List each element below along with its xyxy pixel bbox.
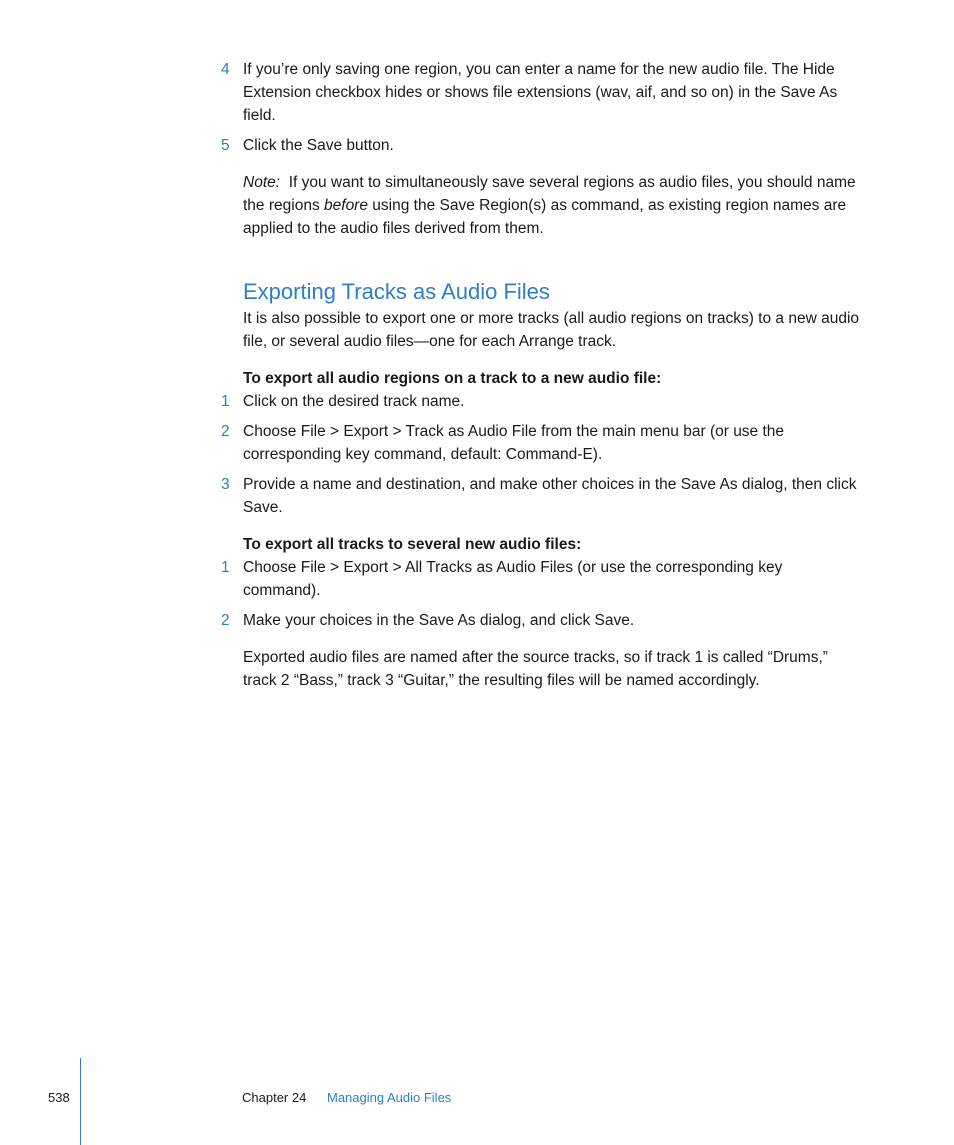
note-label: Note: xyxy=(243,174,281,191)
closing-paragraph: Exported audio files are named after the source tracks, so if track 1 is called “Drums,” track 2 “Bass,” track 3 “Guitar,” the resulting files will be named accordingly. xyxy=(243,649,828,689)
section-intro: It is also possible to export one or more tracks (all audio regions on tracks) to a new audio file, or several audio files—one for each Arrange track. xyxy=(243,310,860,350)
note-paragraph xyxy=(243,171,863,240)
step-text: Make your choices in the Save As dialog, and click Save. xyxy=(243,612,635,629)
step-text: Choose File > Export > Track as Audio File from the main menu bar (or use the corresponding key command, default: Command-E). xyxy=(243,423,785,463)
page-number: 538 xyxy=(48,1090,70,1105)
footer-divider xyxy=(80,1058,81,1145)
footer-chapter-label: Chapter 24 xyxy=(242,1090,307,1105)
step-number: 1 xyxy=(221,393,230,410)
task-title: To export all tracks to several new audio files: xyxy=(243,536,582,553)
step-text: Choose File > Export > All Tracks as Audio Files (or use the corresponding key command). xyxy=(243,559,783,599)
step-number: 3 xyxy=(221,476,230,493)
section-heading: Exporting Tracks as Audio Files xyxy=(243,279,550,304)
step-text: Click the Save button. xyxy=(243,137,394,154)
step-number: 1 xyxy=(221,559,230,576)
task-title: To export all audio regions on a track to a new audio file: xyxy=(243,370,662,387)
step-text: Click on the desired track name. xyxy=(243,393,465,410)
step-number: 5 xyxy=(221,137,230,154)
step-number: 2 xyxy=(221,612,230,629)
note-text-after: using the Save Region(s) as command, as existing region names are applied to the audio files derived from them. xyxy=(243,197,847,237)
step-text: Provide a name and destination, and make other choices in the Save As dialog, then click Save. xyxy=(243,476,857,516)
note-text-before: If you want to simultaneously save several regions as audio files, you should name the regions xyxy=(243,174,856,214)
note-emphasis: before xyxy=(324,197,368,214)
step-number: 4 xyxy=(221,61,230,78)
step-text: If you’re only saving one region, you can enter a name for the new audio file. The Hide Extension checkbox hides or shows file extensions (wav, aif, and so on) in the Save As field. xyxy=(243,61,838,124)
footer-chapter-title: Managing Audio Files xyxy=(327,1090,452,1105)
step-number: 2 xyxy=(221,423,230,440)
